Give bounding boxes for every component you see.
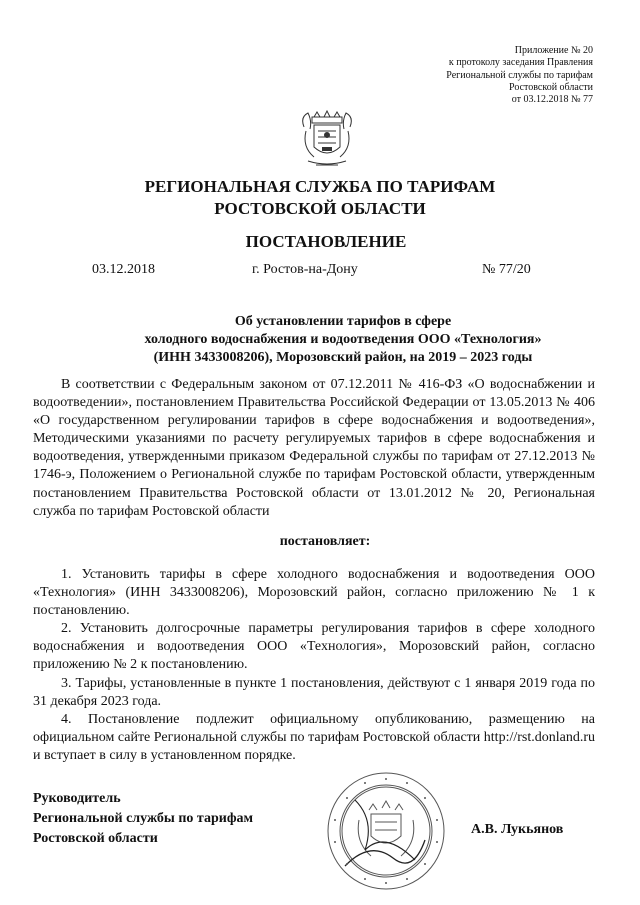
signer-line: Руководитель (33, 791, 121, 806)
annex-line: Региональной службы по тарифам (446, 69, 593, 81)
annex-line: Ростовской области (509, 81, 593, 93)
document-subject (96, 313, 590, 367)
org-line: РОСТОВСКОЙ ОБЛАСТИ (214, 199, 426, 218)
org-line: РЕГИОНАЛЬНАЯ СЛУЖБА ПО ТАРИФАМ (144, 177, 496, 196)
coat-of-arms-icon (296, 107, 358, 169)
decree-item: 3. Тарифы, установленные в пункте 1 постановления, действуют с 1 января 2019 года по 31 декабря 2023 года. (33, 675, 595, 709)
organization-name (0, 176, 640, 220)
annex-line: к протоколу заседания Правления (448, 57, 593, 69)
annex-block (446, 45, 593, 106)
annex-line: от 03.12.2018 № 77 (511, 94, 593, 106)
subject-line: холодного водоснабжения и водоотведения ООО «Технология» (144, 332, 542, 347)
signer-line: Региональной службы по тарифам (33, 811, 254, 826)
document-place: г. Ростов-на-Дону (252, 262, 358, 277)
decree-item: 4. Постановление подлежит официальному опубликованию, размещению на официальном сайте Региональной службы по тарифам Ростовской области http://rst.donland.ru и вступает в силу в установленном порядке. (33, 711, 595, 763)
document-date: 03.12.2018 (92, 262, 155, 277)
signer-name: А.В. Лукьянов (471, 822, 564, 837)
subject-line: (ИНН 3433008206), Морозовский район, на 2019 – 2023 годы (153, 350, 533, 365)
decree-item: 2. Установить долгосрочные параметры регулирования тарифов в сфере холодного водоснабжения и водоотведения ООО «Технология», Морозовский район, согласно приложению № 2 к постановлению. (33, 621, 595, 673)
document-number: № 77/20 (482, 262, 531, 277)
official-seal-icon (325, 770, 447, 892)
decree-item: 1. Установить тарифы в сфере холодного водоснабжения и водоотведения ООО «Технология» (ИНН 3433008206), Морозовский район, согласно приложению № 1 к постановлению. (33, 567, 595, 619)
signer-title (33, 789, 253, 849)
subject-line: Об установлении тарифов в сфере (234, 314, 452, 329)
annex-line: Приложение № 20 (514, 45, 593, 56)
document-type: ПОСТАНОВЛЕНИЕ (245, 232, 407, 251)
preamble-block (33, 376, 595, 521)
decides-heading: постановляет: (279, 534, 371, 549)
signer-line: Ростовской области (33, 831, 158, 846)
items-block (33, 566, 595, 765)
preamble-paragraph: В соответствии с Федеральным законом от 07.12.2011 № 416-ФЗ «О водоснабжении и водоотведении», постановлением Правительства Российской Федерации от 13.05.2013 № 406 «О государственном регулировании тарифов в сфере водоснабжения и водоотведения», Методическими указаниями по расчету регулируемых тарифов в сфере водоснабжения и водоотведения, утвержденными приказом Федеральной службы по тарифам от 27.12.2013 № 1746-э, Положением о Региональной службе по тарифам Ростовской области, утвержденным постановлением Правительства Ростовской области от 13.01.2012 № 20, Региональная служба по тарифам Ростовской области (33, 377, 595, 519)
